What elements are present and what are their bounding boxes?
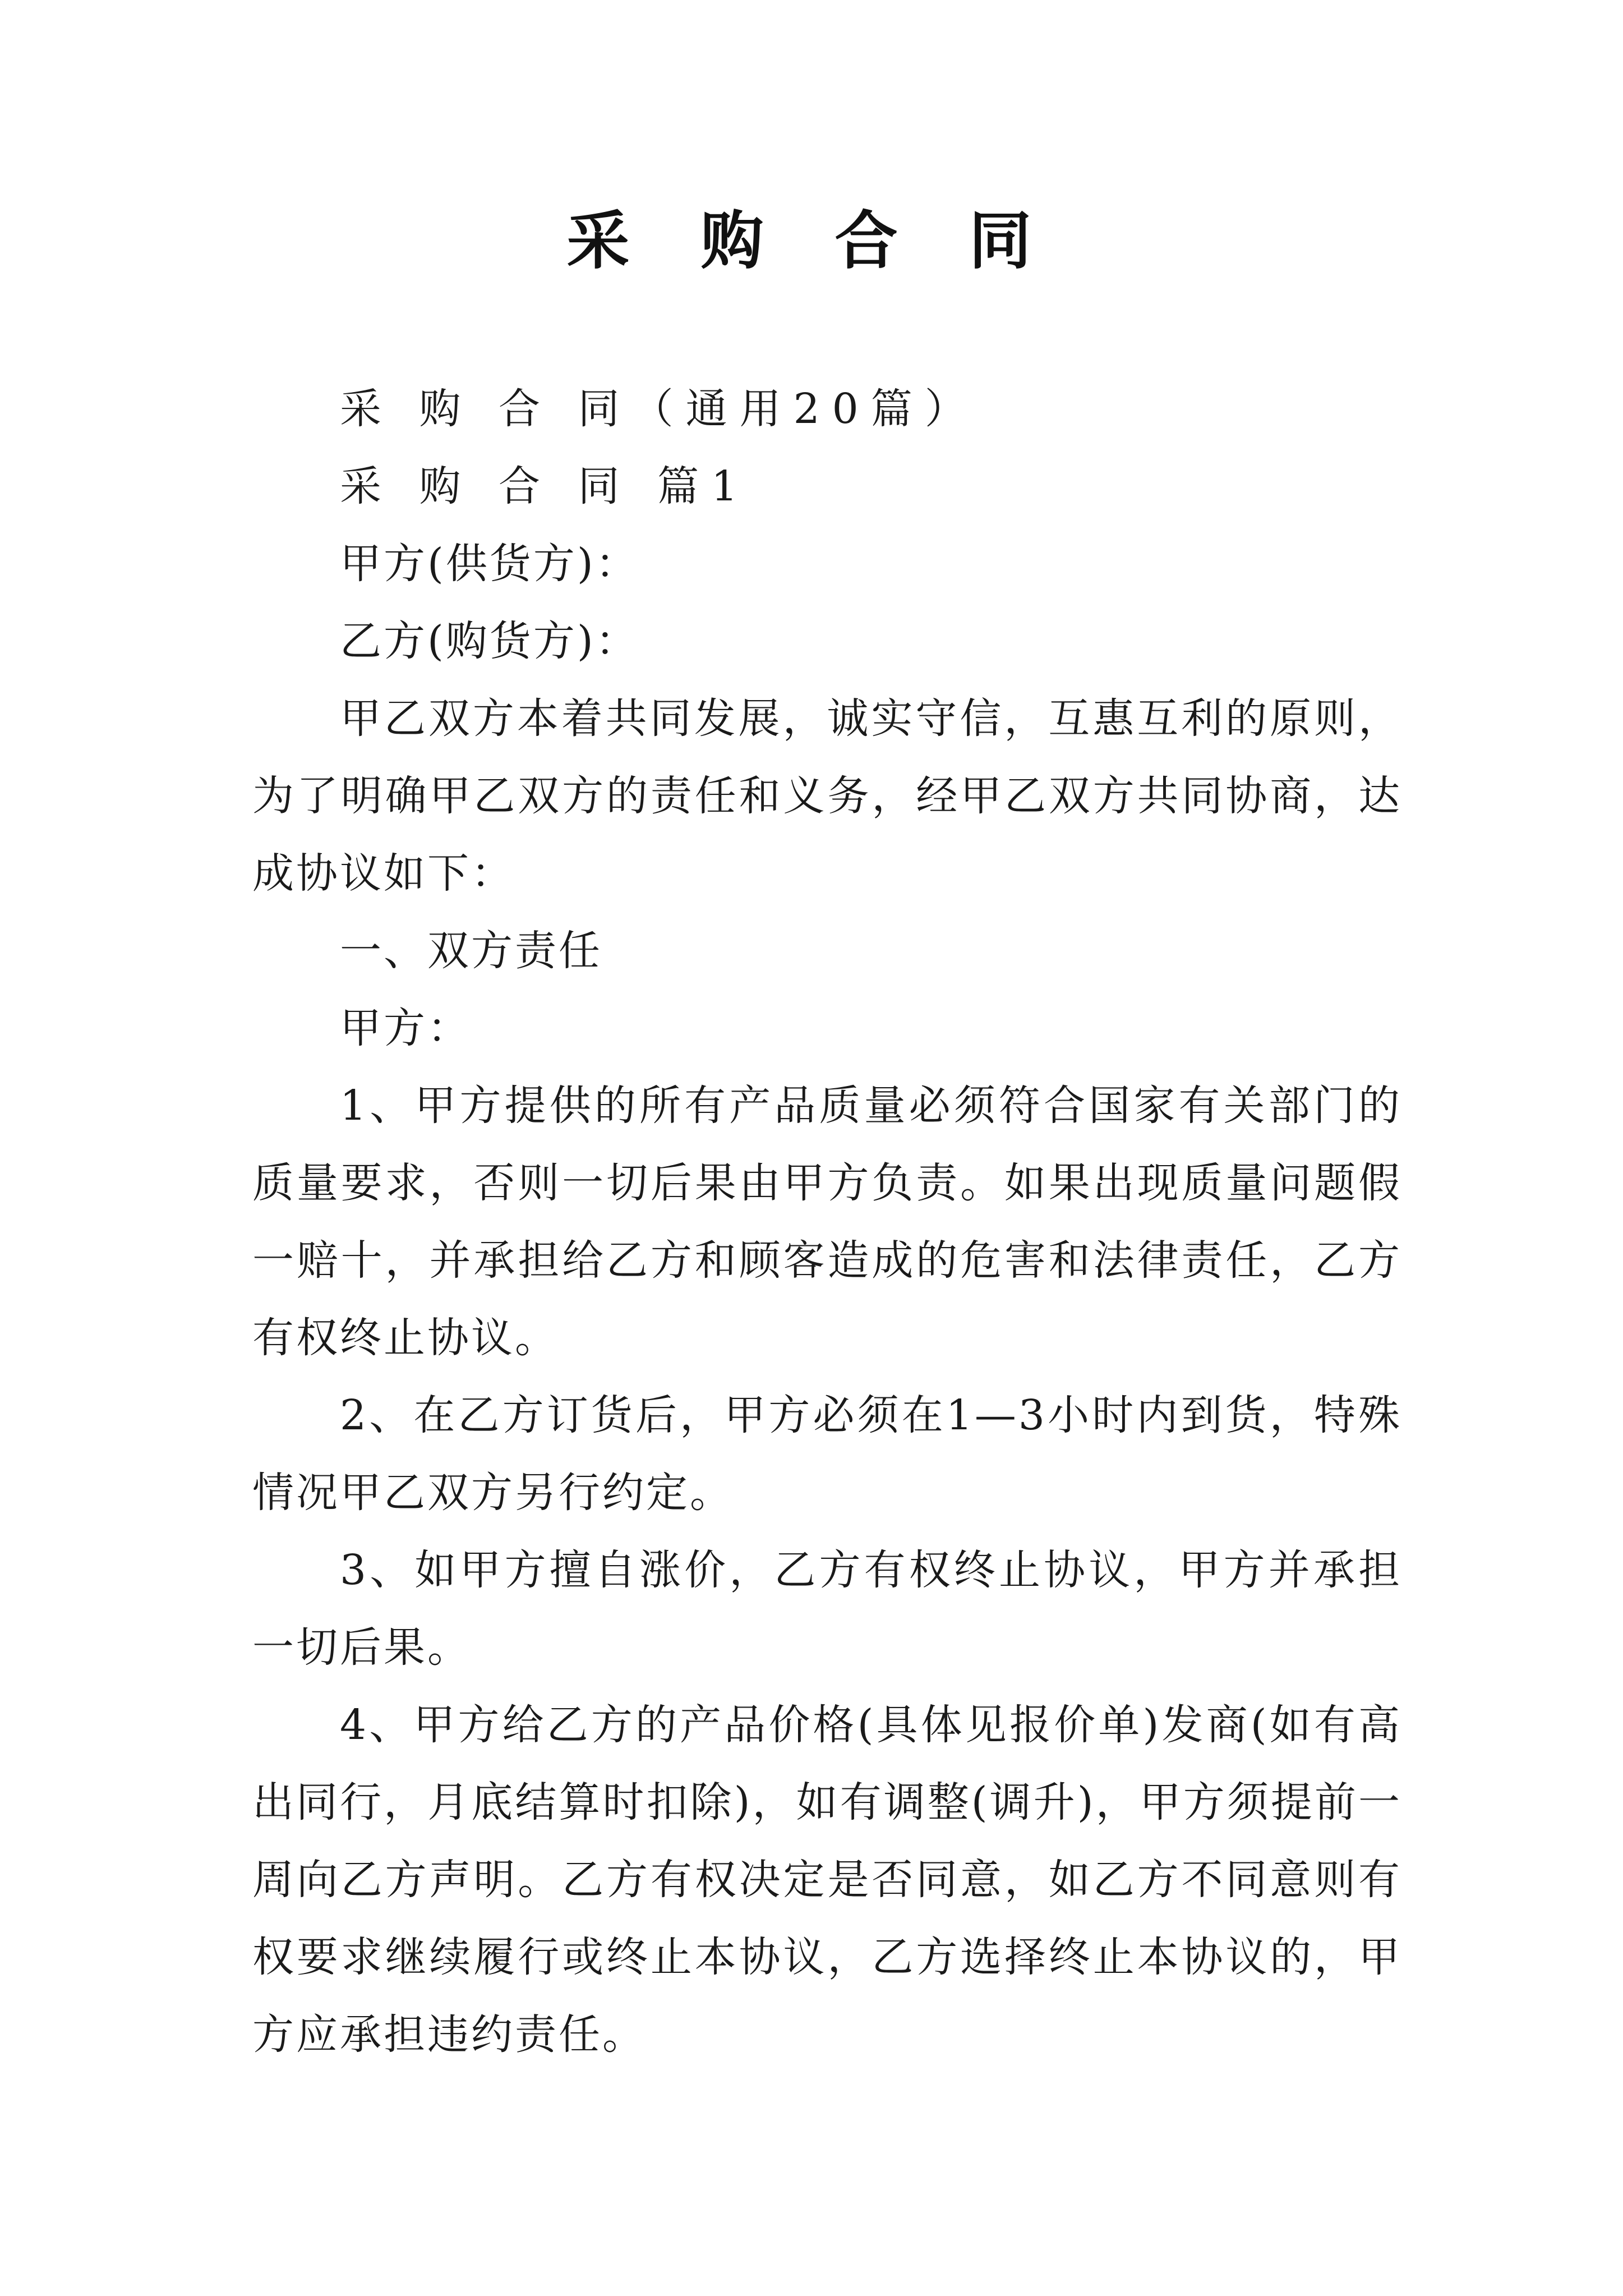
document-body [252, 370, 1402, 2073]
clause-1: 1、甲方提供的所有产品质量必须符合国家有关部门的质量要求，否则一切后果由甲方负责。如果出现质量问题假一赔十，并承担给乙方和顾客造成的危害和法律责任，乙方有权终止协议。 [252, 1082, 1402, 1362]
party-a-line: 甲方(供货方)： [340, 540, 639, 588]
party-a-subheading: 甲方： [340, 1004, 471, 1052]
document-title: 采 购 合 同 [566, 204, 1057, 278]
party-b-line: 乙方(购货方)： [340, 617, 639, 665]
contract-collection-heading: 采 购 合 同（通用20篇） [340, 385, 979, 433]
contract-part-heading: 采 购 合 同 篇1 [340, 462, 750, 510]
clause-3: 3、如甲方擅自涨价，乙方有权终止协议，甲方并承担一切后果。 [252, 1546, 1402, 1672]
section-heading-responsibilities: 一、双方责任 [340, 927, 602, 975]
clause-2: 2、在乙方订货后，甲方必须在1—3小时内到货，特殊情况甲乙双方另行约定。 [252, 1391, 1402, 1517]
clause-4: 4、甲方给乙方的产品价格(具体见报价单)发商(如有高出同行，月底结算时扣除)，如有调整(调升)，甲方须提前一周向乙方声明。乙方有权决定是否同意，如乙方不同意则有权要求继续履行或终止本协议，乙方选择终止本协议的，甲方应承担违约责任。 [252, 1701, 1402, 2059]
preamble-paragraph: 甲乙双方本着共同发展，诚实守信，互惠互利的原则，为了明确甲乙双方的责任和义务，经甲乙双方共同协商，达成协议如下： [252, 694, 1402, 898]
